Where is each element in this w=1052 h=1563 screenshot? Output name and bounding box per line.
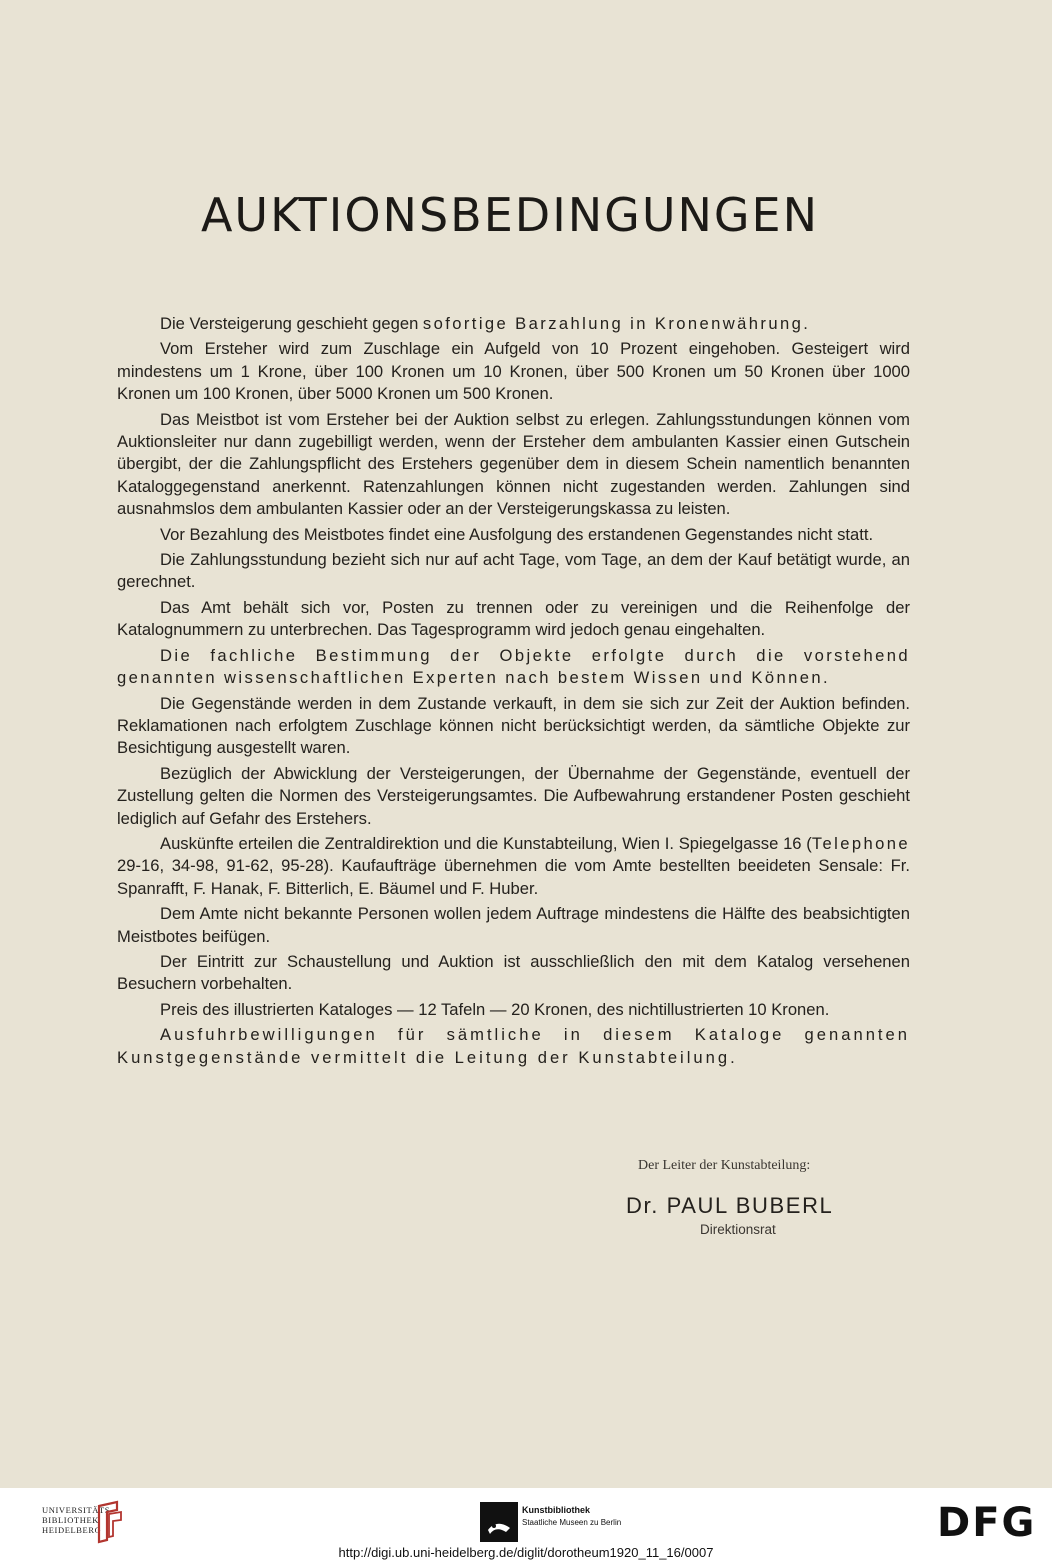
signature-name: Dr. PAUL BUBERL — [626, 1193, 834, 1218]
university-seal-icon — [95, 1500, 125, 1544]
emphasis: sofortige Barzahlung in Kronenwährung — [422, 314, 804, 333]
paragraph: Das Amt behält sich vor, Posten zu trennen oder zu vereinigen und die Reihenfolge der Katalognummern zu unterbrechen. Das Tagesprogramm wird jedoch genau eingehalten. — [117, 597, 910, 640]
paragraph: Das Meistbot ist vom Ersteher bei der Auktion selbst zu erlegen. Zahlungsstundungen können vom Auktionsleiter nur dann zugebilligt werden, wenn der Ersteher dem ambulanten Kassier einen Gutschein übergibt, der die Zahlungspflicht des Erstehers gegenüber dem in diesem Schein namentlich benannten Kataloggegenstand anerkennt. Ratenzahlungen können nicht zugestanden werden. Zahlungen sind ausnahmslos dem ambulanten Kassier oder an der Versteigerungskassa zu leisten. — [117, 409, 910, 519]
paragraph: Dem Amte nicht bekannte Personen wollen jedem Auftrage mindestens die Hälfte des beabsichtigten Meistbotes beifügen. — [117, 904, 910, 946]
paragraph: Preis des illustrierten Kataloges — 12 Tafeln — 20 Kronen, des nichtillustrierten 10 Kronen. — [160, 999, 830, 1019]
conditions-text — [117, 313, 910, 1072]
emphasis: Telephone — [811, 833, 910, 853]
paragraph: Die Versteigerung geschieht gegen sofortige Barzahlung in Kronenwährung. — [160, 314, 808, 333]
library-subtitle: Staatliche Museen zu Berlin — [522, 1518, 622, 1527]
university-line: UNIVERSITÄTS- — [42, 1505, 114, 1515]
permalink-url[interactable]: http://digi.ub.uni-heidelberg.de/diglit/dorotheum1920_11_16/0007 — [338, 1545, 714, 1560]
kunstbibliothek-icon[interactable] — [480, 1502, 518, 1542]
kunstbibliothek-label — [522, 1504, 621, 1529]
university-line: BIBLIOTHEK — [42, 1515, 99, 1525]
paragraph: Ausfuhrbewilligungen für sämtliche in diesem Kataloge genannten Kunstgegenstände vermittelt die Leitung der Kunstabteilung. — [117, 1025, 910, 1067]
paragraph: Vom Ersteher wird zum Zuschlage ein Aufgeld von 10 Prozent eingehoben. Gesteigert wird mindestens um 1 Krone, über 100 Kronen um 10 Kronen, über 500 Kronen um 50 Kronen über 1000 Kronen um 100 Kronen, über 5000 Kronen um 500 Kronen. — [117, 339, 910, 404]
dfg-logo[interactable]: DFG — [937, 1500, 1037, 1546]
paragraph: Auskünfte erteilen die Zentraldirektion und die Kunstabteilung, Wien I. Spiegelgasse 16 (Telephone 29-16, 34-98, 91-62, 95-28). Kaufaufträge übernehmen die vom Amte bestellten beeideten Sensale: Fr. Spanrafft, F. Hanak, F. Bitterlich, E. Bäumel und F. Huber. — [117, 833, 910, 898]
library-name: Kunstbibliothek — [522, 1505, 590, 1515]
paragraph: Vor Bezahlung des Meistbotes findet eine Ausfolgung des erstandenen Gegenstandes nicht statt. — [160, 524, 874, 544]
university-line: HEIDELBERG — [42, 1525, 102, 1535]
signature-role: Direktionsrat — [700, 1222, 776, 1237]
paragraph: Die fachliche Bestimmung der Objekte erfolgte durch die vorstehend genannten wissenschaftlichen Experten nach bestem Wissen und Können. — [117, 645, 910, 688]
paragraph: Der Eintritt zur Schaustellung und Auktion ist ausschließlich den mit dem Katalog versehenen Besuchern vorbehalten. — [117, 951, 910, 994]
signature-heading: Der Leiter der Kunstabteilung: — [638, 1158, 811, 1173]
paragraph: Bezüglich der Abwicklung der Versteigerungen, der Übernahme der Gegenstände, eventuell der Zustellung gelten die Normen des Versteigerungsamtes. Die Aufbewahrung erstandener Posten geschieht lediglich auf Gefahr des Erstehers. — [117, 763, 910, 828]
paragraph: Die Zahlungsstundung bezieht sich nur auf acht Tage, vom Tage, an dem der Kauf betätigt wurde, an gerechnet. — [117, 550, 910, 592]
page-title: AUKTIONSBEDINGUNGEN — [200, 188, 820, 242]
paragraph: Die Gegenstände werden in dem Zustande verkauft, in dem sie sich zur Zeit der Auktion befinden. Reklamationen nach erfolgtem Zuschlage können nicht berücksichtigt werden, da sämtliche Objekte zur Besichtigung ausgestellt waren. — [117, 693, 910, 758]
